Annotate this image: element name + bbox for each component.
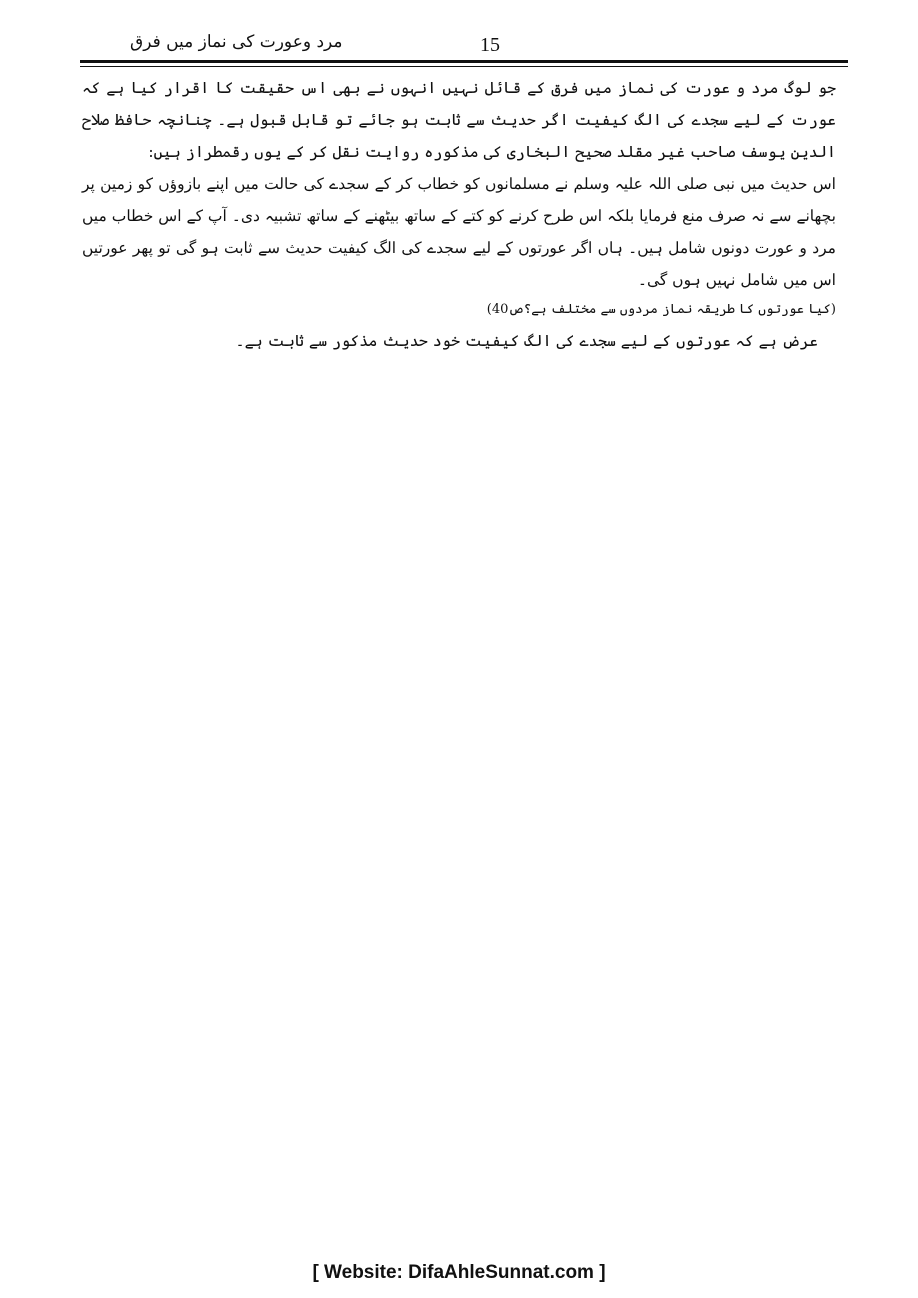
paragraph-conclusion: عرض ہے کہ عورتوں کے لیے سجدے کی الگ کیفیت خود حدیث مذکور سے ثابت ہے۔ <box>235 332 818 350</box>
header-rule-thick <box>80 60 848 63</box>
paragraph-quote: اس حدیث میں نبی صلی اللہ علیہ وسلم نے مسلمانوں کو خطاب کر کے سجدے کی حالت میں اپنے بازوؤں کو زمین پر بچھانے سے نہ صرف منع فرمایا بلکہ اس طرح کرنے کو کتے کے ساتھ بیٹھنے کے ساتھ تشبیہ دی۔ آپ کے اس خطاب میں مرد و عورت دونوں شامل ہیں۔ ہاں اگر عورتوں کے لیے سجدے کی الگ کیفیت حدیث سے ثابت ہو گی تو پھر عورتیں اس میں شامل نہیں ہوں گی۔ <box>82 175 836 289</box>
page-body <box>82 72 836 358</box>
citation: (کیا عورتوں کا طریقہ نماز مردوں سے مختلف ہے؟ص40) <box>486 302 836 317</box>
website-footer: [ Website: DifaAhleSunnat.com ] <box>312 1262 606 1283</box>
page-number: 15 <box>480 34 500 56</box>
paragraph-intro: جو لوگ مرد و عورت کی نماز میں فرق کے قائل نہیں انہوں نے بھی اس حقیقت کا اقرار کیا ہے کہ عورت کے لیے سجدے کی الگ کیفیت اگر حدیث سے ثابت ہو جائے تو قابل قبول ہے۔ چنانچہ حافظ صلاح الدین یوسف صاحب غیر مقلد صحیح البخاری کی مذکورہ روایت نقل کر کے یوں رقمطراز ہیں: <box>82 79 836 161</box>
page-header <box>80 28 848 60</box>
header-rule-thin <box>80 66 848 67</box>
book-title: مرد وعورت کی نماز میں فرق <box>130 32 343 52</box>
